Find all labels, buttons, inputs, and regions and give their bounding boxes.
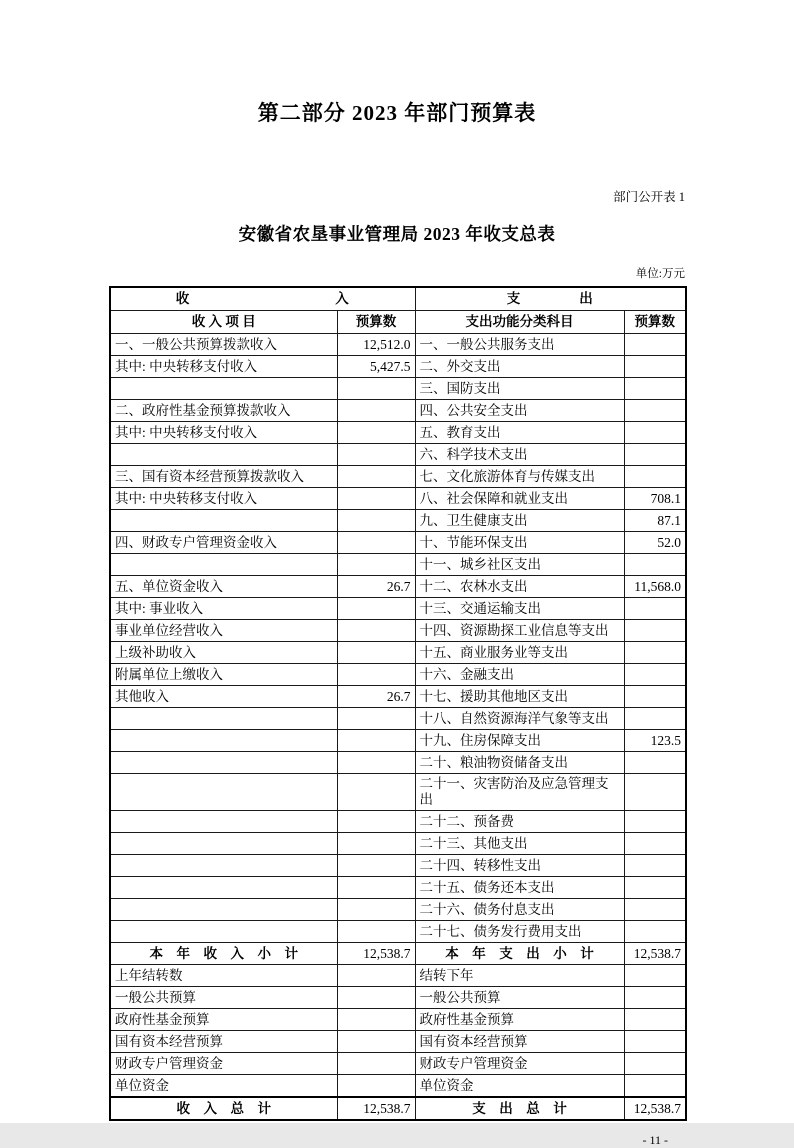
table-row — [110, 466, 686, 488]
expense-value-cell: 123.5 — [624, 730, 686, 752]
income-value-cell — [337, 833, 415, 855]
income-item-cell — [110, 899, 337, 921]
income-item-cell: 三、国有资本经营预算拨款收入 — [110, 466, 337, 488]
income-value-cell: 12,538.7 — [337, 1097, 415, 1120]
expense-item-cell: 二、外交支出 — [415, 356, 624, 378]
expense-value-cell — [624, 921, 686, 943]
table-row — [110, 1053, 686, 1075]
income-item-cell: 其中: 中央转移支付收入 — [110, 488, 337, 510]
expense-item-cell: 二十一、灾害防治及应急管理支出 — [415, 774, 624, 811]
income-item-cell: 其中: 中央转移支付收入 — [110, 422, 337, 444]
expense-value-cell — [624, 1009, 686, 1031]
income-value-cell — [337, 488, 415, 510]
expense-item-cell: 九、卫生健康支出 — [415, 510, 624, 532]
expense-item-cell: 二十三、其他支出 — [415, 833, 624, 855]
income-item-cell: 一般公共预算 — [110, 987, 337, 1009]
income-item-cell: 五、单位资金收入 — [110, 576, 337, 598]
table-row — [110, 422, 686, 444]
income-value-cell: 26.7 — [337, 576, 415, 598]
budget-summary-table — [109, 286, 687, 1121]
income-value-cell — [337, 1053, 415, 1075]
income-item-cell: 单位资金 — [110, 1075, 337, 1098]
income-item-header: 收 入 项 目 — [110, 311, 337, 334]
income-item-cell — [110, 811, 337, 833]
expense-item-cell: 二十二、预备费 — [415, 811, 624, 833]
table-row — [110, 730, 686, 752]
unit-note: 单位:万元 — [635, 268, 685, 280]
expense-value-cell — [624, 1075, 686, 1098]
expense-item-cell: 单位资金 — [415, 1075, 624, 1098]
expense-value-cell — [624, 554, 686, 576]
group-header-row — [110, 287, 686, 311]
expense-value-cell — [624, 620, 686, 642]
expense-item-cell: 五、教育支出 — [415, 422, 624, 444]
income-item-cell: 国有资本经营预算 — [110, 1031, 337, 1053]
income-item-cell: 二、政府性基金预算拨款收入 — [110, 400, 337, 422]
expense-item-cell: 十八、自然资源海洋气象等支出 — [415, 708, 624, 730]
expense-item-header: 支出功能分类科目 — [415, 311, 624, 334]
income-value-cell — [337, 855, 415, 877]
income-group-header: 收 入 — [110, 287, 415, 311]
expense-value-cell — [624, 334, 686, 356]
expense-item-cell: 十、节能环保支出 — [415, 532, 624, 554]
table-row — [110, 774, 686, 811]
income-item-cell: 其他收入 — [110, 686, 337, 708]
expense-value-cell — [624, 877, 686, 899]
table-row — [110, 334, 686, 356]
income-value-cell — [337, 400, 415, 422]
income-item-cell: 本 年 收 入 小 计 — [110, 943, 337, 965]
expense-item-cell: 支 出 总 计 — [415, 1097, 624, 1120]
table-row — [110, 708, 686, 730]
income-item-cell: 一、一般公共预算拨款收入 — [110, 334, 337, 356]
page-number: - 11 - — [642, 1133, 668, 1147]
expense-item-cell: 二十、粮油物资储备支出 — [415, 752, 624, 774]
expense-group-header: 支 出 — [415, 287, 686, 311]
table-title: 安徽省农垦事业管理局 2023 年收支总表 — [238, 224, 556, 244]
income-item-cell — [110, 510, 337, 532]
income-value-cell — [337, 811, 415, 833]
table-row — [110, 532, 686, 554]
income-value-cell — [337, 378, 415, 400]
expense-value-cell — [624, 987, 686, 1009]
table-row — [110, 664, 686, 686]
table-row — [110, 965, 686, 987]
table-row — [110, 921, 686, 943]
table-row — [110, 642, 686, 664]
income-value-cell — [337, 642, 415, 664]
expense-value-cell: 12,538.7 — [624, 943, 686, 965]
income-item-cell — [110, 855, 337, 877]
expense-value-cell: 12,538.7 — [624, 1097, 686, 1120]
expense-item-cell: 一、一般公共服务支出 — [415, 334, 624, 356]
expense-value-cell — [624, 356, 686, 378]
expense-item-cell: 十六、金融支出 — [415, 664, 624, 686]
table-row — [110, 488, 686, 510]
expense-item-cell: 七、文化旅游体育与传媒支出 — [415, 466, 624, 488]
income-item-cell: 收 入 总 计 — [110, 1097, 337, 1120]
expense-value-cell — [624, 686, 686, 708]
expense-value-cell — [624, 598, 686, 620]
income-value-cell — [337, 532, 415, 554]
table-row — [110, 686, 686, 708]
table-row — [110, 987, 686, 1009]
table-row — [110, 356, 686, 378]
expense-value-cell: 11,568.0 — [624, 576, 686, 598]
income-item-cell: 四、财政专户管理资金收入 — [110, 532, 337, 554]
table-row — [110, 620, 686, 642]
income-value-cell — [337, 987, 415, 1009]
expense-value-cell — [624, 965, 686, 987]
expense-value-cell — [624, 774, 686, 811]
income-item-cell: 附属单位上缴收入 — [110, 664, 337, 686]
table-row — [110, 1031, 686, 1053]
table-row — [110, 877, 686, 899]
income-item-cell — [110, 752, 337, 774]
column-header-row — [110, 311, 686, 334]
income-item-cell — [110, 444, 337, 466]
expense-item-cell: 十三、交通运输支出 — [415, 598, 624, 620]
expense-item-cell: 政府性基金预算 — [415, 1009, 624, 1031]
income-value-cell — [337, 1031, 415, 1053]
table-row — [110, 554, 686, 576]
table-row — [110, 899, 686, 921]
expense-value-cell — [624, 1031, 686, 1053]
income-value-cell — [337, 899, 415, 921]
income-value-cell — [337, 708, 415, 730]
income-item-cell — [110, 833, 337, 855]
expense-value-cell — [624, 752, 686, 774]
expense-value-cell — [624, 642, 686, 664]
expense-item-cell: 结转下年 — [415, 965, 624, 987]
income-item-cell: 财政专户管理资金 — [110, 1053, 337, 1075]
income-value-cell — [337, 444, 415, 466]
income-item-cell — [110, 921, 337, 943]
expense-value-cell — [624, 466, 686, 488]
expense-value-cell: 708.1 — [624, 488, 686, 510]
expense-item-cell: 本 年 支 出 小 计 — [415, 943, 624, 965]
expense-item-cell: 四、公共安全支出 — [415, 400, 624, 422]
table-row — [110, 400, 686, 422]
income-value-cell — [337, 554, 415, 576]
table-row — [110, 1009, 686, 1031]
table-row — [110, 576, 686, 598]
expense-item-cell: 十九、住房保障支出 — [415, 730, 624, 752]
expense-value-cell — [624, 833, 686, 855]
expense-value-cell — [624, 811, 686, 833]
income-item-cell — [110, 730, 337, 752]
expense-item-cell: 二十四、转移性支出 — [415, 855, 624, 877]
expense-item-cell: 十五、商业服务业等支出 — [415, 642, 624, 664]
table-row — [110, 855, 686, 877]
income-item-cell: 政府性基金预算 — [110, 1009, 337, 1031]
table-row — [110, 811, 686, 833]
income-value-cell: 12,512.0 — [337, 334, 415, 356]
income-item-cell — [110, 708, 337, 730]
income-item-cell: 其中: 事业收入 — [110, 598, 337, 620]
section-title: 第二部分 2023 年部门预算表 — [257, 101, 537, 125]
expense-budget-header: 预算数 — [624, 311, 686, 334]
expense-value-cell: 87.1 — [624, 510, 686, 532]
income-item-cell — [110, 378, 337, 400]
income-item-cell: 事业单位经营收入 — [110, 620, 337, 642]
table-row — [110, 510, 686, 532]
expense-value-cell — [624, 378, 686, 400]
table-row — [110, 378, 686, 400]
expense-value-cell: 52.0 — [624, 532, 686, 554]
income-value-cell — [337, 510, 415, 532]
income-value-cell — [337, 752, 415, 774]
table-row — [110, 598, 686, 620]
income-item-cell — [110, 554, 337, 576]
income-value-cell — [337, 730, 415, 752]
expense-value-cell — [624, 444, 686, 466]
content-area — [109, 187, 685, 1148]
table-row — [110, 1097, 686, 1120]
income-value-cell — [337, 598, 415, 620]
expense-item-cell: 十二、农林水支出 — [415, 576, 624, 598]
table-row — [110, 833, 686, 855]
expense-item-cell: 二十六、债务付息支出 — [415, 899, 624, 921]
expense-item-cell: 十七、援助其他地区支出 — [415, 686, 624, 708]
expense-item-cell: 十四、资源勘探工业信息等支出 — [415, 620, 624, 642]
income-value-cell — [337, 664, 415, 686]
income-budget-header: 预算数 — [337, 311, 415, 334]
income-value-cell — [337, 877, 415, 899]
expense-item-cell: 二十五、债务还本支出 — [415, 877, 624, 899]
income-item-cell: 上年结转数 — [110, 965, 337, 987]
income-value-cell — [337, 774, 415, 811]
table-label: 部门公开表 1 — [613, 190, 685, 204]
expense-value-cell — [624, 664, 686, 686]
income-value-cell — [337, 1075, 415, 1098]
table-row — [110, 752, 686, 774]
income-value-cell — [337, 1009, 415, 1031]
expense-item-cell: 国有资本经营预算 — [415, 1031, 624, 1053]
expense-item-cell: 三、国防支出 — [415, 378, 624, 400]
expense-value-cell — [624, 422, 686, 444]
income-item-cell: 其中: 中央转移支付收入 — [110, 356, 337, 378]
table-row — [110, 444, 686, 466]
expense-item-cell: 八、社会保障和就业支出 — [415, 488, 624, 510]
expense-value-cell — [624, 400, 686, 422]
income-value-cell — [337, 466, 415, 488]
table-row — [110, 1075, 686, 1098]
income-value-cell: 26.7 — [337, 686, 415, 708]
expense-value-cell — [624, 899, 686, 921]
expense-item-cell: 二十七、债务发行费用支出 — [415, 921, 624, 943]
expense-item-cell: 六、科学技术支出 — [415, 444, 624, 466]
expense-value-cell — [624, 1053, 686, 1075]
expense-item-cell: 十一、城乡社区支出 — [415, 554, 624, 576]
income-value-cell — [337, 620, 415, 642]
income-item-cell — [110, 877, 337, 899]
income-item-cell: 上级补助收入 — [110, 642, 337, 664]
expense-item-cell: 财政专户管理资金 — [415, 1053, 624, 1075]
income-value-cell: 5,427.5 — [337, 356, 415, 378]
income-value-cell — [337, 921, 415, 943]
expense-value-cell — [624, 708, 686, 730]
expense-value-cell — [624, 855, 686, 877]
income-item-cell — [110, 774, 337, 811]
income-value-cell: 12,538.7 — [337, 943, 415, 965]
table-row — [110, 943, 686, 965]
income-value-cell — [337, 965, 415, 987]
expense-item-cell: 一般公共预算 — [415, 987, 624, 1009]
income-value-cell — [337, 422, 415, 444]
